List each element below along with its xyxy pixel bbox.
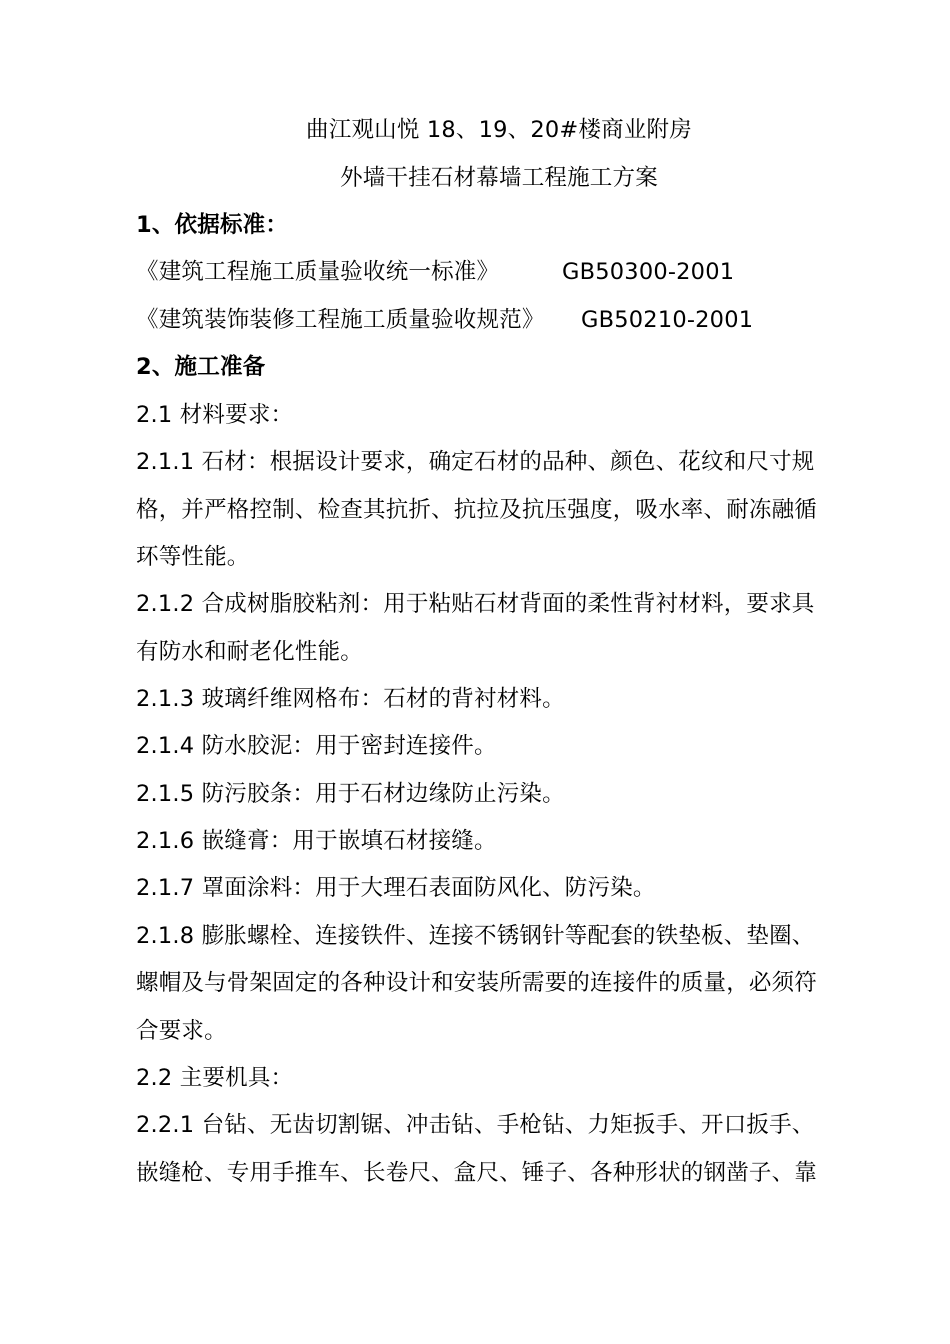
standard-code-2: GB50210-2001	[581, 307, 754, 333]
body-line: 有防水和耐老化性能。	[136, 639, 364, 665]
body-line: 合要求。	[136, 1018, 227, 1044]
body-line: 2.1.2 合成树脂胶粘剂：用于粘贴石材背面的柔性背衬材料，要求具	[136, 591, 815, 617]
standard-name-1: 《建筑工程施工质量验收统一标准》	[136, 259, 500, 285]
body-line: 嵌缝枪、专用手推车、长卷尺、盒尺、锤子、各种形状的钢凿子、靠	[136, 1160, 818, 1186]
body-line: 2.1.6 嵌缝膏：用于嵌填石材接缝。	[136, 828, 497, 854]
section-heading-preparation: 2、施工准备	[136, 354, 266, 380]
document-title-line-1: 曲江观山悦 18、19、20#楼商业附房	[306, 117, 692, 143]
section-heading-standards: 1、依据标准：	[136, 212, 289, 238]
body-line: 2.1.4 防水胶泥：用于密封连接件。	[136, 733, 497, 759]
body-line: 格，并严格控制、检查其抗折、抗拉及抗压强度，吸水率、耐冻融循	[136, 497, 818, 523]
body-line: 2.1.1 石材：根据设计要求，确定石材的品种、颜色、花纹和尺寸规	[136, 449, 815, 475]
body-line: 2.1.3 玻璃纤维网格布：石材的背衬材料。	[136, 686, 565, 712]
body-line: 2.1.5 防污胶条：用于石材边缘防止污染。	[136, 781, 565, 807]
body-line: 2.2.1 台钻、无齿切割锯、冲击钻、手枪钻、力矩扳手、开口扳手、	[136, 1112, 815, 1138]
body-line: 2.2 主要机具：	[136, 1065, 294, 1091]
body-line: 螺帽及与骨架固定的各种设计和安装所需要的连接件的质量，必须符	[136, 970, 818, 996]
body-line: 2.1 材料要求：	[136, 402, 294, 428]
body-line: 2.1.8 膨胀螺栓、连接铁件、连接不锈钢针等配套的铁垫板、垫圈、	[136, 923, 815, 949]
body-line: 环等性能。	[136, 544, 250, 570]
document-title-line-2: 外墙干挂石材幕墙工程施工方案	[340, 165, 658, 191]
body-line: 2.1.7 罩面涂料：用于大理石表面防风化、防污染。	[136, 875, 656, 901]
standard-code-1: GB50300-2001	[562, 259, 735, 285]
standard-name-2: 《建筑装饰装修工程施工质量验收规范》	[136, 307, 545, 333]
